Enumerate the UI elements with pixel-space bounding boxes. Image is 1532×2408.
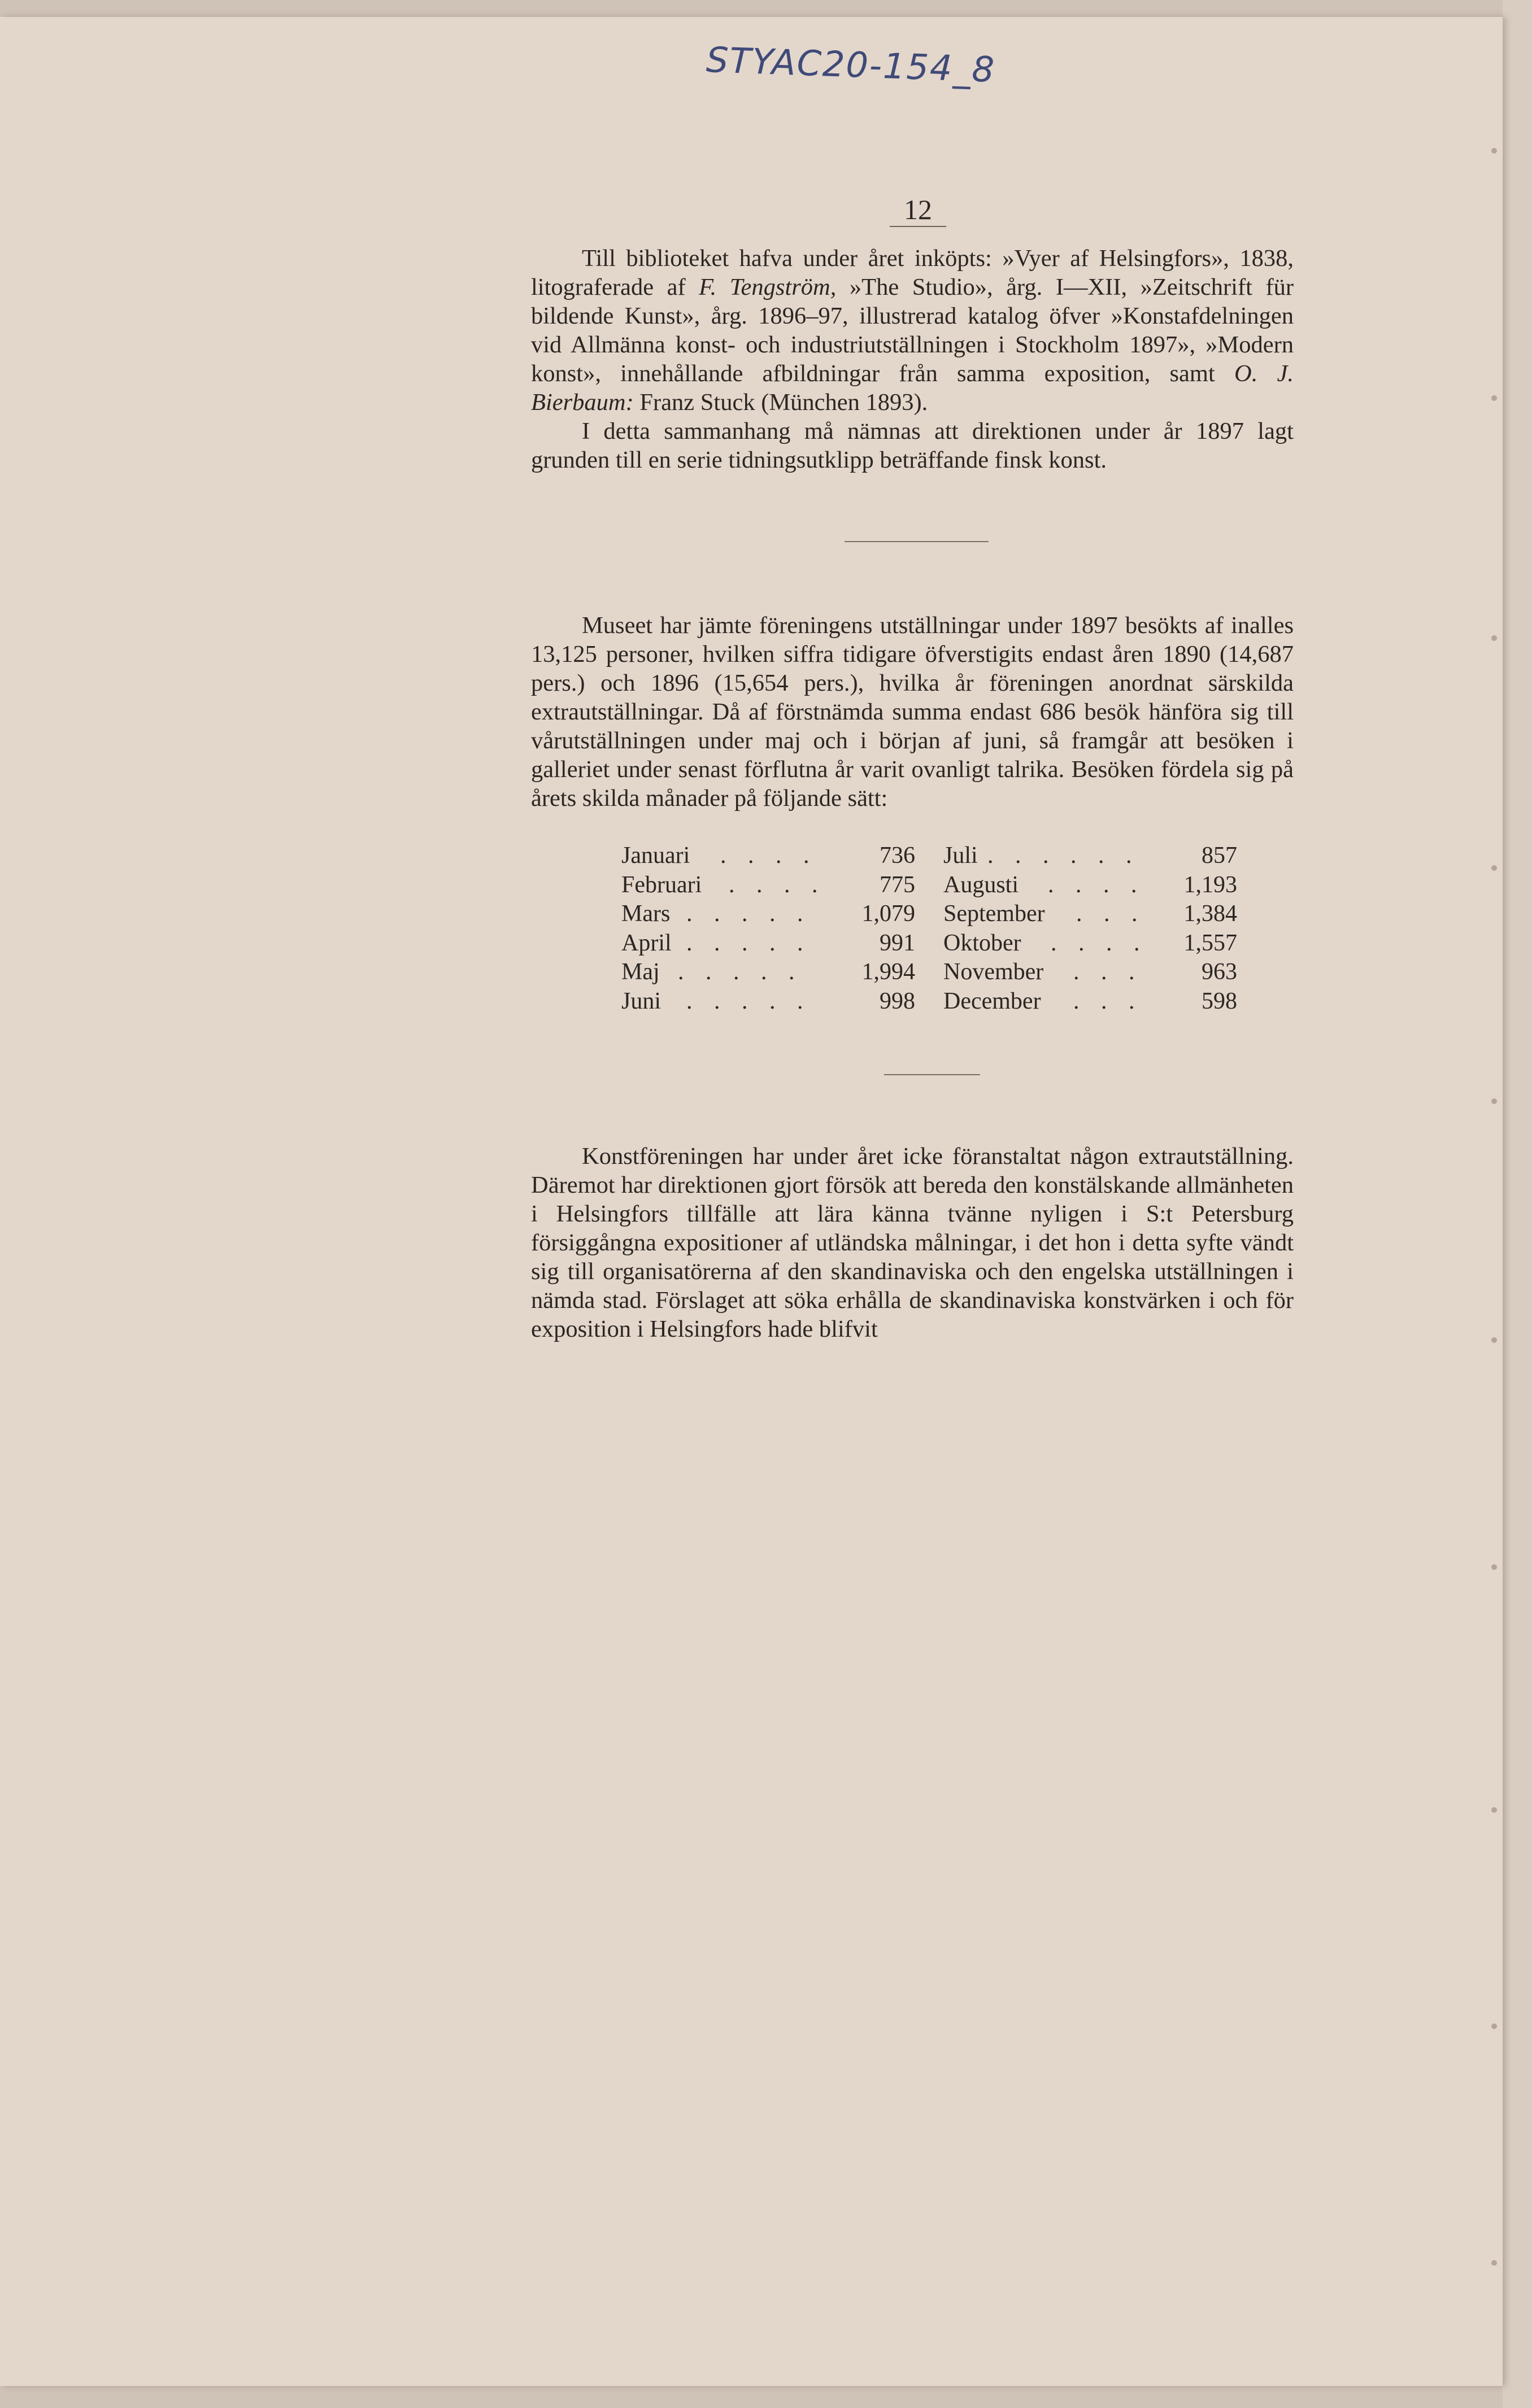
leader-dots: . . .: [1076, 901, 1146, 927]
month-name: April: [621, 930, 672, 956]
library-section: [531, 244, 1294, 474]
monthly-visits-column-left: [621, 841, 915, 1016]
month-visits: 775: [880, 871, 915, 898]
leader-dots: . . .: [1073, 988, 1143, 1014]
edge-mark: [1491, 1807, 1497, 1813]
month-name: November: [943, 959, 1044, 985]
month-name: Februari: [621, 871, 702, 898]
month-visits: 1,193: [1183, 871, 1237, 898]
edge-mark: [1491, 865, 1497, 871]
month-name: Maj: [621, 959, 660, 985]
month-visits: 963: [1202, 959, 1237, 985]
month-name: Juni: [621, 988, 661, 1014]
month-name: Januari: [621, 843, 690, 869]
edge-mark: [1491, 148, 1497, 154]
month-visits: 1,079: [861, 901, 915, 927]
leader-dots: . . . . .: [678, 959, 803, 985]
library-author-a: F. Tengström,: [699, 274, 837, 300]
month-row: [943, 871, 1237, 900]
month-row: [621, 900, 915, 929]
month-row: [621, 958, 915, 987]
exhibition-paragraph: Konstföreningen har under året icke föranstaltat någon extrautställning. Däremot har direktionen gjort försök att bereda den konstälskande allmänheten i Helsingfors tillfälle att lära känna tvänne nyligen i S:t Petersburg försiggångna expositioner af utländska målningar, i det hon i detta syfte vändt sig till organisatörerna af den skandinaviska och den engelska utställningen i nämda stad. Förslaget att söka erhålla de skandinaviska konstvärken i och för exposition i Helsingfors hade blifvit: [531, 1143, 1294, 1342]
leader-dots: . . . . . .: [987, 843, 1140, 869]
edge-mark: [1491, 2260, 1497, 2266]
month-visits: 1,384: [1183, 901, 1237, 927]
leader-dots: . . . .: [1048, 871, 1145, 898]
edge-mark: [1491, 635, 1497, 641]
edge-mark: [1491, 1337, 1497, 1343]
scan-background-strip: [1503, 0, 1532, 2408]
edge-mark: [1491, 1564, 1497, 1570]
month-name: September: [943, 901, 1045, 927]
month-visits: 1,994: [861, 959, 915, 985]
exhibition-section: [531, 1142, 1294, 1343]
leader-dots: . . . .: [729, 871, 826, 898]
month-visits: 736: [880, 843, 915, 869]
month-visits: 857: [1202, 843, 1237, 869]
month-row: [621, 841, 915, 871]
monthly-visits-column-right: [943, 841, 1237, 1016]
archive-mark: STYAC20-154_8: [705, 39, 996, 90]
month-visits: 1,557: [1183, 930, 1237, 956]
section-divider: [845, 541, 989, 542]
month-name: Augusti: [943, 871, 1019, 898]
visitors-paragraph: Museet har jämte föreningens utställningar under 1897 besökts af inalles 13,125 personer, hvilken siffra tidigare öfverstigits endast åren 1890 (14,687 pers.) och 1896 (15,654 pers.), hvilka år föreningen anordnat särskilda extrautställningar. Då af förstnämda summa endast 686 besök hänföra sig till vårutställningen under maj och i början af juni, så framgår att besöken i galleriet under senast förflutna år varit ovanligt talrika. Besöken fördela sig på årets skilda månader på följande sätt:: [531, 612, 1294, 812]
month-row: [943, 958, 1237, 987]
leader-dots: . . . .: [1051, 930, 1148, 956]
edge-mark: [1491, 1098, 1497, 1104]
page-number-rule: [890, 226, 946, 227]
month-row: [621, 871, 915, 900]
month-row: [943, 987, 1237, 1017]
month-visits: 991: [880, 930, 915, 956]
visitors-section: [531, 611, 1294, 813]
month-visits: 998: [880, 988, 915, 1014]
month-row: [943, 929, 1237, 958]
library-author-b: O. J. Bierbaum:: [531, 360, 1294, 416]
clippings-paragraph: I detta sammanhang må nämnas att direktionen under år 1897 lagt grunden till en serie tidningsutklipp beträffande finsk konst.: [531, 418, 1294, 473]
month-row: [621, 929, 915, 958]
leader-dots: . . . . .: [686, 930, 811, 956]
month-name: Juli: [943, 843, 978, 869]
edge-mark: [1491, 2023, 1497, 2029]
month-name: Oktober: [943, 930, 1021, 956]
month-name: Mars: [621, 901, 671, 927]
month-visits: 598: [1202, 988, 1237, 1014]
library-paragraph: [531, 244, 1294, 417]
library-text-a: Till biblioteket hafva under året inköpts: »Vyer af Helsingfors», 1838, litograferade af: [531, 245, 1294, 300]
month-name: December: [943, 988, 1041, 1014]
leader-dots: . . . .: [720, 843, 817, 869]
library-text-c: Franz Stuck (München 1893).: [633, 389, 928, 416]
edge-mark: [1491, 395, 1497, 401]
month-row: [621, 987, 915, 1017]
leader-dots: . . . . .: [686, 988, 811, 1014]
month-row: [943, 841, 1237, 871]
leader-dots: . . . . .: [686, 901, 811, 927]
library-text-b: »The Studio», årg. I—XII, »Zeitschrift für bildende Kunst», årg. 1896–97, illustrerad katalog öfver »Konstafdelningen vid Allmänna konst- och industriutställningen i Stockholm 1897», »Modern konst», innehållande afbildningar från samma exposition, samt: [531, 274, 1294, 387]
section-divider: [884, 1074, 980, 1075]
leader-dots: . . .: [1073, 959, 1143, 985]
month-row: [943, 900, 1237, 929]
page-number: 12: [904, 194, 932, 225]
